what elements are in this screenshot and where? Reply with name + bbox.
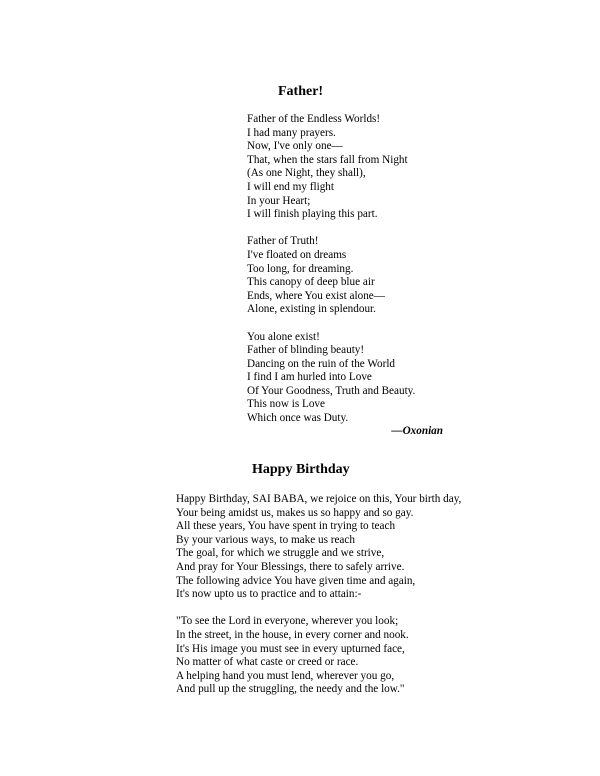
stanza — [176, 615, 461, 697]
poem-line: Too long, for dreaming. — [247, 262, 354, 275]
poem-line: The following advice You have given time and again, — [176, 574, 416, 587]
poem-line: All these years, You have spent in trying to teach — [176, 520, 396, 533]
poem-body-happy-birthday — [176, 493, 461, 697]
poem-line: The goal, for which we struggle and we strive, — [176, 547, 385, 560]
poem-line: It's now upto us to practice and to attain:- — [176, 588, 362, 601]
poem-line: In your Heart; — [247, 194, 311, 207]
poem-line: "To see the Lord in everyone, wherever you look; — [176, 615, 399, 628]
poem-line: No matter of what caste or creed or race. — [176, 656, 359, 669]
poem-signature: —Oxonian — [391, 425, 443, 437]
poem-line: And pull up the struggling, the needy and the low." — [176, 683, 405, 696]
poem-line: I will finish playing this part. — [247, 208, 378, 221]
poem-line: Your being amidst us, makes us so happy and so gay. — [176, 506, 414, 519]
poem-title-father: Father! — [278, 84, 324, 99]
poem-body-father — [247, 113, 415, 426]
poem-line: Father of Truth! — [247, 235, 319, 248]
poem-line: In the street, in the house, in every corner and nook. — [176, 628, 409, 641]
poem-line: And pray for Your Blessings, there to safely arrive. — [176, 560, 405, 573]
poem-line: Father of blinding beauty! — [247, 344, 365, 357]
poem-line: It's His image you must see in every upturned face, — [176, 642, 405, 655]
poem-line: By your various ways, to make us reach — [176, 533, 355, 546]
poem-line: You alone exist! — [247, 330, 320, 343]
stanza — [247, 331, 415, 426]
poem-line: This now is Love — [247, 398, 325, 411]
poem-line: I've floated on dreams — [247, 248, 347, 261]
poem-line: A helping hand you must lend, wherever you go, — [176, 669, 395, 682]
poem-line: (As one Night, they shall), — [247, 167, 366, 180]
stanza — [247, 235, 415, 317]
poem-line: Ends, where You exist alone— — [247, 289, 385, 302]
poem-line: I had many prayers. — [247, 126, 336, 139]
poem-line: Father of the Endless Worlds! — [247, 113, 381, 125]
poem-title-happy-birthday: Happy Birthday — [252, 462, 350, 477]
stanza — [247, 113, 415, 222]
poem-line: That, when the stars fall from Night — [247, 153, 408, 166]
poem-line: I find I am hurled into Love — [247, 371, 372, 384]
stanza — [176, 493, 461, 602]
poem-line: Dancing on the ruin of the World — [247, 357, 396, 370]
poem-line: This canopy of deep blue air — [247, 276, 375, 289]
poem-line: Alone, existing in splendour. — [247, 303, 376, 316]
poem-line: I will end my flight — [247, 180, 335, 193]
poem-line: Which once was Duty. — [247, 412, 349, 425]
poem-line: Now, I've only one— — [247, 140, 343, 153]
poem-line: Of Your Goodness, Truth and Beauty. — [247, 384, 416, 397]
poem-line: Happy Birthday, SAI BABA, we rejoice on this, Your birth day, — [176, 493, 462, 505]
